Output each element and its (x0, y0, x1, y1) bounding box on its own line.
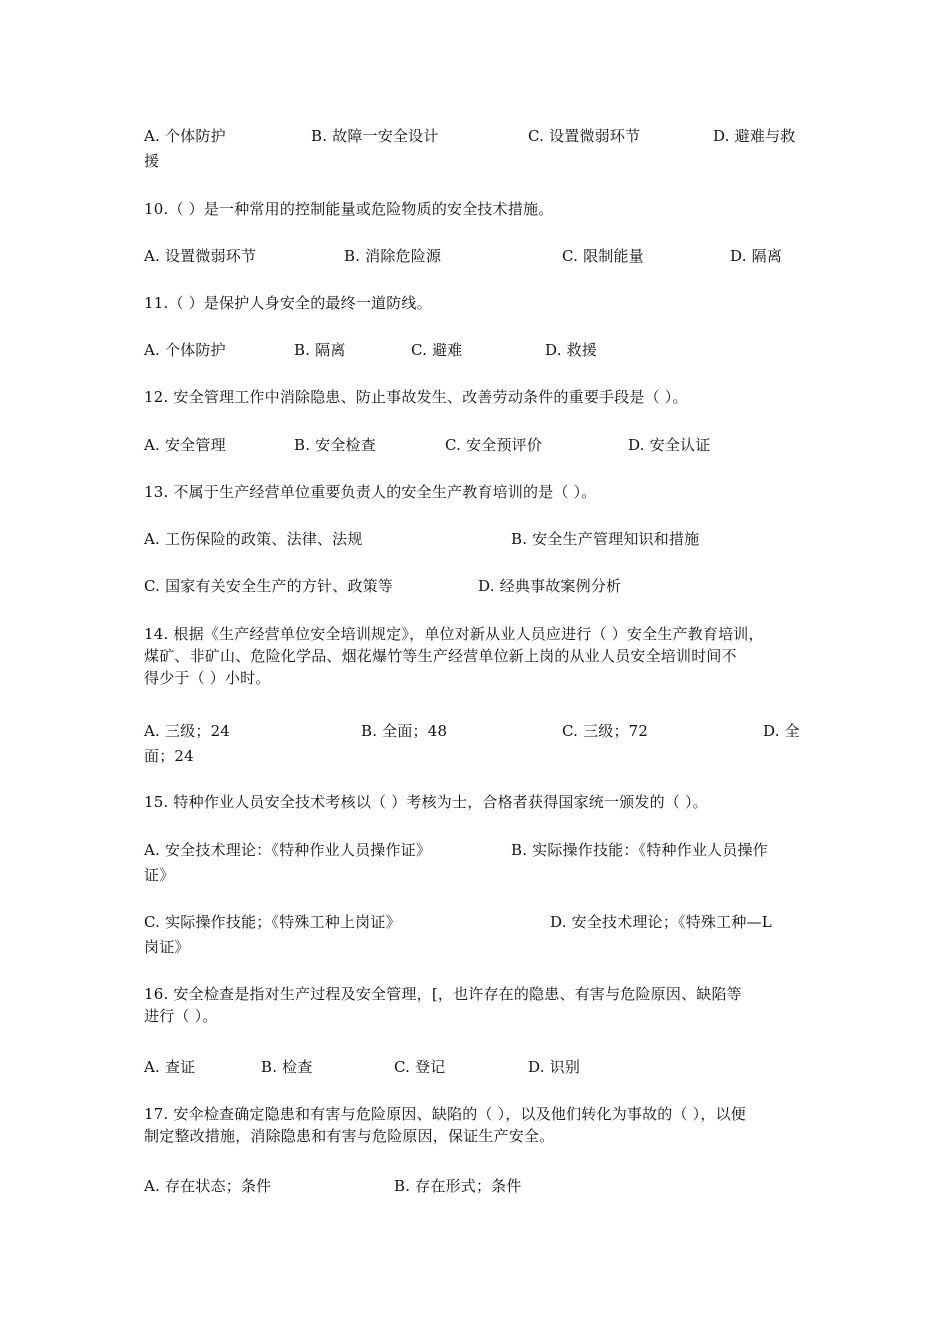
q11-stem: 11.（ ）是保护人身安全的最终一道防线。 (144, 294, 432, 312)
q9-option-a: A. 个体防护 (144, 127, 226, 145)
q15-option-c: C. 实际操作技能；《特殊工种上岗证》 (144, 913, 401, 931)
q12-option-a: A. 安全管理 (144, 436, 226, 454)
q12-option-b: B. 安全检查 (294, 436, 376, 454)
q10-option-c: C. 限制能量 (562, 247, 644, 265)
q11-option-d: D. 救援 (545, 341, 598, 359)
q14-stem-line: 14. 根据《生产经营单位安全培训规定》，单位对新从业人员应进行（ ）安全生产教育培训， (144, 625, 764, 643)
q14-option-a: A. 三级；24 (144, 722, 231, 740)
q10-option-b: B. 消除危险源 (344, 247, 442, 265)
q9-option-b: B. 故障一安全设计 (311, 127, 439, 145)
q15-stem: 15. 特种作业人员安全技术考核以（ ）考核为士，合格者获得国家统一颁发的（ ）。 (144, 793, 708, 811)
q14-stem-line: 煤矿、非矿山、危险化学品、烟花爆竹等生产经营单位新上岗的从业人员安全培训时间不 (144, 647, 737, 665)
q17-stem-line: 制定整改措施，消除隐患和有害与危险原因，保证生产安全。 (144, 1127, 555, 1145)
q17-stem (144, 1103, 812, 1147)
q14-option-b: B. 全面；48 (361, 722, 448, 740)
q16-stem-line: 16. 安全检查是指对生产过程及安全管理，[，也许存在的隐患、有害与危险原因、缺陷等 (144, 985, 742, 1003)
q15-option-a: A. 安全技术理论：《特种作业人员操作证》 (144, 841, 432, 859)
q12-option-d: D. 安全认证 (628, 436, 711, 454)
q10-stem: 10.（ ）是一种常用的控制能量或危险物质的安全技术措施。 (144, 200, 554, 218)
q13-stem: 13. 不属于生产经营单位重要负责人的安全生产教育培训的是（ ）。 (144, 483, 597, 501)
q14-stem (144, 623, 812, 689)
q13-option-a: A. 工伤保险的政策、法律、法规 (144, 530, 363, 548)
q17-option-a: A. 存在状态；条件 (144, 1177, 272, 1195)
q12-stem: 12. 安全管理工作中消除隐患、防止事故发生、改善劳动条件的重要手段是（ ）。 (144, 388, 688, 406)
q11-option-b: B. 隔离 (294, 341, 346, 359)
q10-option-a: A. 设置微弱环节 (144, 247, 257, 265)
q16-option-d: D. 识别 (528, 1058, 581, 1076)
q16-option-c: C. 登记 (394, 1058, 446, 1076)
q13-option-b: B. 安全生产管理知识和措施 (511, 530, 700, 548)
q15-option-b-continued: 证》 (144, 866, 175, 884)
q14-option-d: D. 全 (763, 722, 800, 740)
q15-option-b: B. 实际操作技能：《特种作业人员操作 (511, 841, 768, 859)
q17-stem-line: 17. 安伞检查确定隐患和有害与危险原因、缺陷的（ ），以及他们转化为事故的（ ），以便 (144, 1105, 746, 1123)
q9-option-c: C. 设置微弱环节 (528, 127, 641, 145)
q11-option-a: A. 个体防护 (144, 341, 226, 359)
q12-option-c: C. 安全预评价 (445, 436, 543, 454)
q9-option-d: D. 避难与救 (713, 127, 796, 145)
q16-stem-line: 进行（ ）。 (144, 1007, 218, 1025)
q16-stem (144, 983, 812, 1027)
q13-option-d: D. 经典事故案例分析 (478, 577, 622, 595)
q13-option-c: C. 国家有关安全生产的方针、政策等 (144, 577, 394, 595)
q17-option-b: B. 存在形式；条件 (394, 1177, 522, 1195)
q10-option-d: D. 隔离 (730, 247, 783, 265)
q14-option-c: C. 三级；72 (562, 722, 649, 740)
q15-option-d: D. 安全技术理论；《特殊工种—L (550, 913, 772, 931)
q16-option-a: A. 查证 (144, 1058, 196, 1076)
q14-stem-line: 得少于（ ）小时。 (144, 669, 271, 687)
q16-option-b: B. 检查 (261, 1058, 313, 1076)
q15-option-d-continued: 岗证》 (144, 938, 190, 956)
q11-option-c: C. 避难 (411, 341, 463, 359)
q14-option-d-continued: 面；24 (144, 747, 194, 765)
q9-option-d-continued: 援 (144, 152, 160, 170)
